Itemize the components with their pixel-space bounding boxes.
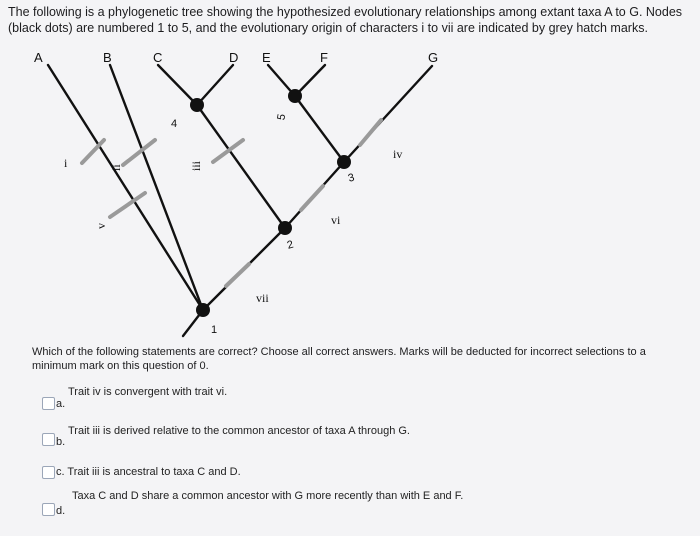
trait-vii-label: vii — [256, 291, 269, 305]
hatch-i — [82, 140, 104, 163]
hatch-vii — [226, 264, 249, 286]
node-3-label: 3 — [346, 171, 356, 185]
node-5-dot — [288, 89, 302, 103]
hatch-v — [110, 193, 145, 217]
trait-i-label: i — [64, 156, 68, 170]
node-1-dot — [196, 303, 210, 317]
option-c-checkbox[interactable] — [42, 466, 55, 479]
option-b-checkbox[interactable] — [42, 433, 55, 446]
node-3-dot — [337, 155, 351, 169]
trait-v-label: v — [94, 223, 108, 229]
branch-to-node-5 — [295, 96, 344, 162]
trait-vi-label: vi — [331, 213, 341, 227]
taxon-b-label: B — [103, 50, 112, 65]
option-d-text: Taxa C and D share a common ancestor with G more recently than with E and F. — [72, 490, 464, 502]
hatch-iv — [360, 120, 381, 145]
taxon-g-label: G — [428, 50, 439, 65]
taxon-f-label: F — [320, 50, 328, 65]
option-d-checkbox[interactable] — [42, 503, 55, 516]
option-b-letter: b. — [56, 436, 66, 448]
hatch-iii — [213, 140, 243, 162]
option-d-letter: d. — [56, 505, 66, 517]
question-prompt: Which of the following statements are correct? Choose all correct answers. Marks will be deducted for incorrect selections to a minimum mark on this question of 0. — [32, 346, 646, 372]
taxon-d-label: D — [229, 50, 239, 65]
node-2-dot — [278, 221, 292, 235]
option-a-text: Trait iv is convergent with trait vi. — [68, 386, 228, 398]
branch-a — [48, 65, 203, 310]
node-4-label: 4 — [171, 118, 178, 130]
branch-d — [197, 65, 233, 105]
trait-ii-label: ii — [109, 164, 123, 171]
taxon-a-label: A — [34, 50, 43, 65]
taxon-c-label: C — [153, 50, 163, 65]
question-intro-text: The following is a phylogenetic tree showing the hypothesized evolutionary relationships among extant taxa A to G. Nodes (black dots) are numbered 1 to 5, and the evolutionary origin of characters i to vii are indicated by grey hatch marks. — [8, 5, 683, 35]
option-a-letter: a. — [56, 398, 66, 410]
trait-iii-label: iii — [189, 160, 203, 171]
node-1-label: 1 — [211, 324, 218, 336]
branch-to-node-4 — [197, 105, 285, 228]
option-a-checkbox[interactable] — [42, 397, 55, 410]
taxon-e-label: E — [262, 50, 271, 65]
node-5-label: 5 — [275, 113, 289, 122]
hatch-vi — [301, 186, 323, 210]
option-b-text: Trait iii is derived relative to the common ancestor of taxa A through G. — [68, 425, 410, 437]
trait-iv-label: iv — [393, 147, 403, 161]
branch-g — [344, 66, 432, 162]
phylogenetic-tree — [0, 40, 700, 340]
tree-svg — [0, 40, 700, 340]
option-c-text: c. Trait iii is ancestral to taxa C and D. — [56, 466, 241, 478]
branch-c — [158, 65, 197, 105]
node-4-dot — [190, 98, 204, 112]
branch-b — [110, 65, 203, 310]
node-2-label: 2 — [285, 238, 295, 252]
